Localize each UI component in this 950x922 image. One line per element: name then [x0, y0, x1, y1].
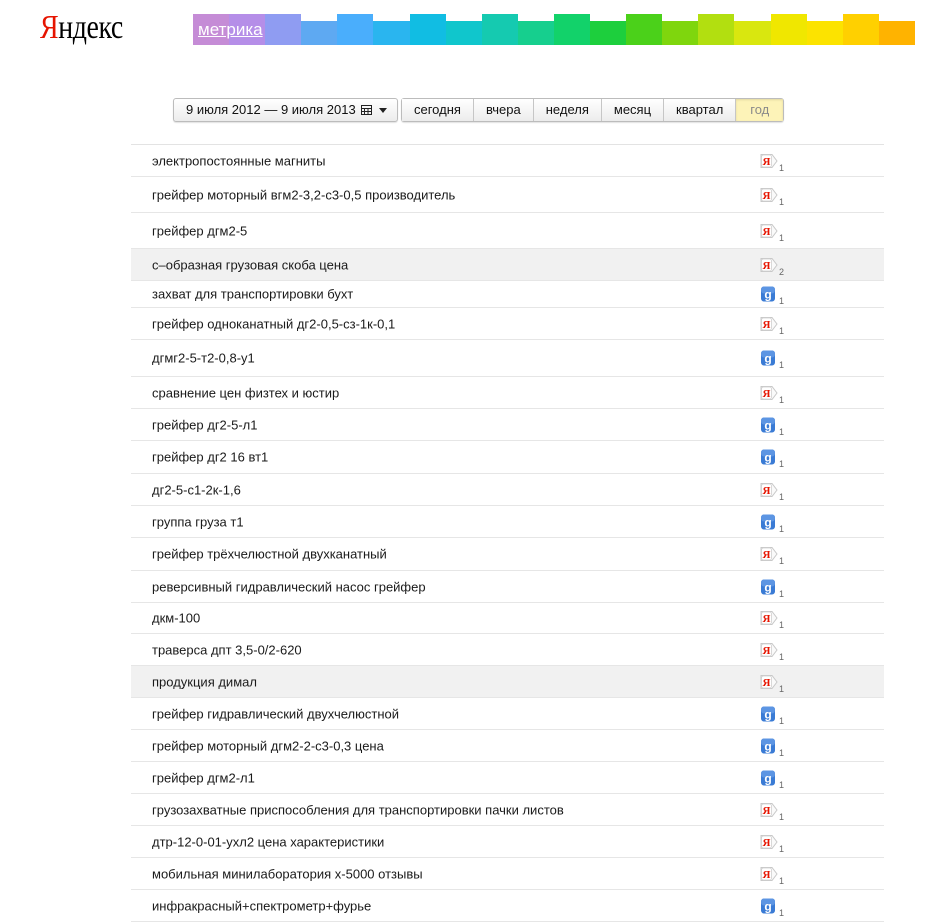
visit-count: 2 — [779, 266, 785, 277]
yandex-icon — [760, 482, 778, 498]
visit-count: 1 — [779, 843, 785, 854]
google-icon — [760, 417, 778, 433]
table-row — [131, 794, 884, 826]
svg-text:Я: Я — [762, 189, 771, 202]
rainbow-segment — [626, 14, 662, 45]
period-button[interactable]: неделя — [534, 99, 602, 121]
rainbow-segment — [518, 21, 554, 45]
yandex-logo[interactable] — [40, 8, 123, 48]
visit-count: 1 — [779, 325, 785, 336]
rainbow-banner — [193, 14, 915, 45]
rainbow-segment — [771, 14, 807, 45]
yandex-icon — [760, 153, 778, 169]
yandex-icon — [760, 187, 778, 203]
table-row — [131, 213, 884, 249]
visit-count: 1 — [779, 651, 785, 662]
rainbow-segment — [337, 14, 373, 45]
table-row — [131, 281, 884, 308]
svg-text:g: g — [764, 287, 772, 302]
rainbow-segment — [446, 21, 482, 45]
period-button[interactable]: месяц — [602, 99, 664, 121]
date-range-picker[interactable] — [173, 98, 398, 122]
search-phrase[interactable]: грейфер дгм2-5 — [152, 223, 248, 238]
svg-text:g: g — [764, 351, 772, 366]
visit-count: 1 — [779, 556, 785, 566]
table-row — [131, 506, 884, 538]
search-engine-badge[interactable] — [760, 546, 785, 566]
table-row — [131, 409, 884, 441]
search-phrase[interactable]: дкм-100 — [152, 610, 201, 626]
table-row — [131, 538, 884, 571]
search-phrase[interactable]: грейфер гидравлический двухчелюстной — [152, 706, 400, 721]
search-engine-badge[interactable] — [760, 417, 785, 437]
rainbow-segment — [698, 14, 734, 45]
table-row — [131, 571, 884, 603]
search-phrase[interactable]: дгмг2-5-т2-0,8-у1 — [152, 350, 255, 366]
search-engine-badge[interactable] — [760, 674, 785, 694]
search-engine-badge[interactable] — [760, 385, 785, 405]
visit-count: 1 — [779, 683, 785, 694]
visit-count: 1 — [779, 162, 785, 173]
visit-count: 1 — [779, 360, 785, 370]
visit-count: 1 — [779, 620, 785, 630]
table-row — [131, 441, 884, 474]
table-row — [131, 308, 884, 340]
chevron-down-icon — [379, 108, 387, 113]
search-engine-badge[interactable] — [760, 802, 785, 822]
svg-text:Я: Я — [762, 676, 771, 689]
yandex-icon — [760, 834, 778, 850]
table-row — [131, 858, 884, 890]
search-phrase[interactable]: электропостоянные магниты — [152, 153, 326, 168]
search-phrase[interactable]: группа груза т1 — [152, 514, 244, 529]
search-engine-badge[interactable] — [760, 610, 785, 630]
visit-count: 1 — [779, 747, 785, 758]
search-phrase[interactable]: грузозахватные приспособления для транспортировки пачки листов — [152, 802, 564, 817]
visit-count: 1 — [779, 491, 785, 502]
visit-count: 1 — [779, 394, 785, 405]
search-phrase[interactable]: реверсивный гидравлический насос грейфер — [152, 579, 426, 594]
svg-text:Я: Я — [762, 155, 771, 168]
svg-text:Я: Я — [762, 868, 771, 881]
visit-count: 1 — [779, 875, 785, 886]
search-engine-badge[interactable] — [760, 514, 785, 534]
visit-count: 1 — [779, 426, 785, 437]
search-phrase[interactable]: сравнение цен физтех и юстир — [152, 385, 340, 400]
svg-text:Я: Я — [762, 549, 771, 561]
search-engine-badge[interactable] — [760, 642, 785, 662]
yandex-icon — [760, 546, 778, 562]
svg-text:g: g — [764, 771, 772, 785]
svg-text:Я: Я — [762, 387, 771, 400]
period-button[interactable]: год — [736, 99, 783, 121]
yandex-icon — [760, 642, 778, 658]
visit-count: 1 — [779, 523, 785, 534]
table-row — [131, 698, 884, 730]
google-icon — [760, 770, 778, 786]
search-phrase[interactable]: с–образная грузовая скоба цена — [152, 257, 349, 272]
search-engine-badge[interactable] — [760, 316, 785, 336]
yandex-icon — [760, 385, 778, 401]
rainbow-segment — [590, 21, 626, 45]
yandex-icon — [760, 223, 778, 239]
period-button[interactable]: квартал — [664, 99, 736, 121]
google-icon — [760, 579, 778, 595]
svg-text:g: g — [764, 515, 772, 529]
svg-text:Я: Я — [762, 259, 771, 272]
search-engine-badge[interactable] — [760, 738, 785, 758]
google-icon — [760, 449, 778, 465]
rainbow-segment — [301, 21, 337, 45]
search-phrase[interactable]: дг2-5-с1-2к-1,6 — [152, 482, 241, 497]
search-phrase[interactable]: грейфер моторный дгм2-2-с3-0,3 цена — [152, 738, 384, 753]
search-phrase[interactable]: мобильная минилаборатория х-5000 отзывы — [152, 866, 423, 881]
svg-text:Я: Я — [762, 484, 771, 497]
yandex-icon — [760, 866, 778, 882]
period-button[interactable]: сегодня — [402, 99, 474, 121]
rainbow-segment — [807, 21, 843, 45]
visit-count: 1 — [779, 296, 785, 306]
search-engine-badge[interactable] — [760, 286, 785, 306]
search-phrase[interactable]: грейфер дг2 16 вт1 — [152, 449, 269, 465]
google-icon — [760, 286, 778, 302]
visit-count: 1 — [779, 232, 785, 243]
visit-count: 1 — [779, 196, 785, 207]
search-engine-badge[interactable] — [760, 153, 785, 173]
search-phrases-list — [131, 144, 884, 922]
google-icon — [760, 514, 778, 530]
rainbow-segment — [879, 21, 915, 45]
svg-text:Я: Я — [762, 804, 771, 817]
table-row — [131, 730, 884, 762]
table-row — [131, 474, 884, 506]
yandex-icon — [760, 802, 778, 818]
svg-text:g: g — [764, 418, 772, 432]
svg-text:g: g — [764, 707, 772, 721]
visit-count: 1 — [779, 459, 785, 469]
logo-first-letter: Я — [40, 9, 59, 46]
table-row — [131, 826, 884, 858]
svg-text:Я: Я — [762, 644, 771, 657]
visit-count: 1 — [779, 779, 785, 790]
metrika-link[interactable]: метрика — [198, 20, 263, 39]
search-phrase[interactable]: грейфер моторный вгм2-3,2-с3-0,5 производитель — [152, 187, 456, 202]
search-engine-badge[interactable] — [760, 898, 785, 918]
svg-text:g: g — [764, 450, 772, 465]
yandex-icon — [760, 257, 778, 273]
search-engine-badge[interactable] — [760, 449, 785, 469]
table-row — [131, 762, 884, 794]
svg-text:Я: Я — [762, 318, 771, 331]
table-row — [131, 634, 884, 666]
yandex-icon — [760, 610, 778, 626]
table-row — [131, 666, 884, 698]
google-icon — [760, 738, 778, 754]
svg-text:g: g — [764, 580, 772, 594]
search-engine-badge[interactable] — [760, 223, 785, 243]
search-phrase[interactable]: грейфер трёхчелюстной двухканатный — [152, 546, 387, 562]
search-engine-badge[interactable] — [760, 257, 785, 277]
rainbow-segment — [482, 14, 518, 45]
rainbow-segment — [734, 21, 770, 45]
table-row — [131, 177, 884, 213]
search-engine-badge[interactable] — [760, 706, 785, 726]
table-row — [131, 890, 884, 922]
search-engine-badge[interactable] — [760, 579, 785, 599]
rainbow-segment — [843, 14, 879, 45]
search-phrase[interactable]: грейфер одноканатный дг2-0,5-сз-1к-0,1 — [152, 316, 396, 331]
google-icon — [760, 898, 778, 914]
table-row — [131, 603, 884, 634]
yandex-icon — [760, 674, 778, 690]
visit-count: 1 — [779, 811, 785, 822]
visit-count: 1 — [779, 588, 785, 599]
search-engine-badge[interactable] — [760, 350, 785, 370]
search-phrase[interactable]: траверса дпт 3,5-0/2-620 — [152, 642, 302, 657]
svg-text:Я: Я — [762, 836, 771, 849]
search-engine-badge[interactable] — [760, 770, 785, 790]
search-engine-badge[interactable] — [760, 187, 785, 207]
logo-rest: ндекс — [58, 9, 123, 46]
svg-text:g: g — [764, 739, 772, 753]
google-icon — [760, 350, 778, 366]
table-row — [131, 340, 884, 377]
rainbow-segment — [554, 14, 590, 45]
search-engine-badge[interactable] — [760, 834, 785, 854]
rainbow-segment — [410, 14, 446, 45]
visit-count: 1 — [779, 907, 785, 918]
period-button[interactable]: вчера — [474, 99, 534, 121]
visit-count: 1 — [779, 715, 785, 726]
calendar-icon — [361, 105, 372, 115]
rainbow-segment — [662, 21, 698, 45]
svg-text:g: g — [764, 899, 772, 913]
search-phrase[interactable]: инфракрасный+спектрометр+фурье — [152, 898, 372, 913]
search-phrase[interactable]: дтр-12-0-01-ухл2 цена характеристики — [152, 834, 385, 849]
rainbow-segment — [265, 14, 301, 45]
google-icon — [760, 706, 778, 722]
table-row — [131, 377, 884, 409]
search-phrase[interactable]: грейфер дгм2-л1 — [152, 770, 255, 785]
table-row — [131, 249, 884, 281]
svg-text:Я: Я — [762, 613, 771, 625]
period-selector — [401, 98, 784, 122]
svg-text:Я: Я — [762, 225, 771, 238]
date-range-label: 9 июля 2012 — 9 июля 2013 — [186, 102, 356, 117]
search-phrase[interactable]: захват для транспортировки бухт — [152, 286, 354, 302]
search-engine-badge[interactable] — [760, 482, 785, 502]
yandex-icon — [760, 316, 778, 332]
search-phrase[interactable]: грейфер дг2-5-л1 — [152, 417, 258, 432]
table-row — [131, 145, 884, 177]
rainbow-segment — [373, 21, 409, 45]
search-phrase[interactable]: продукция димал — [152, 674, 257, 689]
search-engine-badge[interactable] — [760, 866, 785, 886]
